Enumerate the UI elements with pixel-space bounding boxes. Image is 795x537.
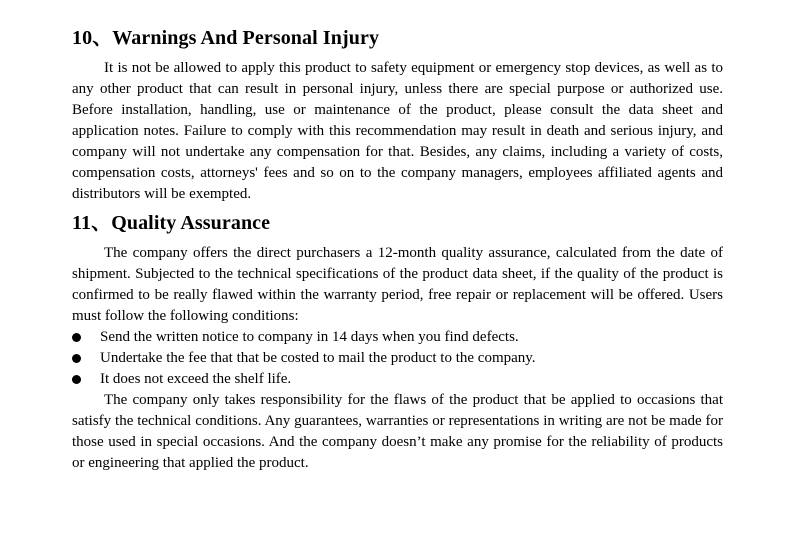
condition-text: Send the written notice to company in 14 days when you find defects. [100,329,519,345]
condition-item [72,348,723,369]
section-10-paragraph: It is not be allowed to apply this product to safety equipment or emergency stop devices, as well as to any other product that can result in personal injury, unless there are special purpose or authorized use. Before installation, handling, use or maintenance of the product, please consult the data sheet and application notes. Failure to comply with this recommendation may result in death and serious injury, and company will not undertake any compensation for that. Besides, any claims, including a variety of costs, compensation costs, attorneys' fees and so on to the company managers, employees affiliated agents and distributors will be exempted. [72,60,723,202]
bullet-icon [72,354,81,363]
section-11-intro-paragraph: The company offers the direct purchasers a 12-month quality assurance, calculated from the date of shipment. Subjected to the technical specifications of the product data sheet, if the quality of the product is confirmed to be really flawed within the warranty period, free repair or replacement will be offered. Users must follow the following conditions: [72,245,723,324]
section-11-closing-paragraph: The company only takes responsibility for the flaws of the product that be applied to occasions that satisfy the technical conditions. Any guarantees, warranties or representations in writing are not be made for those used in special occasions. And the company doesn’t make any promise for the reliability of products or engineering that applied the product. [72,392,723,471]
section-10-heading: 10、Warnings And Personal Injury [72,27,380,49]
condition-text: It does not exceed the shelf life. [100,371,292,387]
section-quality-assurance [72,209,723,474]
condition-item [72,327,723,348]
bullet-icon [72,333,81,342]
conditions-list [72,327,723,390]
bullet-icon [72,375,81,384]
condition-text: Undertake the fee that that be costed to mail the product to the company. [100,350,536,366]
condition-item [72,369,723,390]
section-warnings [72,24,723,205]
section-11-heading: 11、Quality Assurance [72,212,271,234]
